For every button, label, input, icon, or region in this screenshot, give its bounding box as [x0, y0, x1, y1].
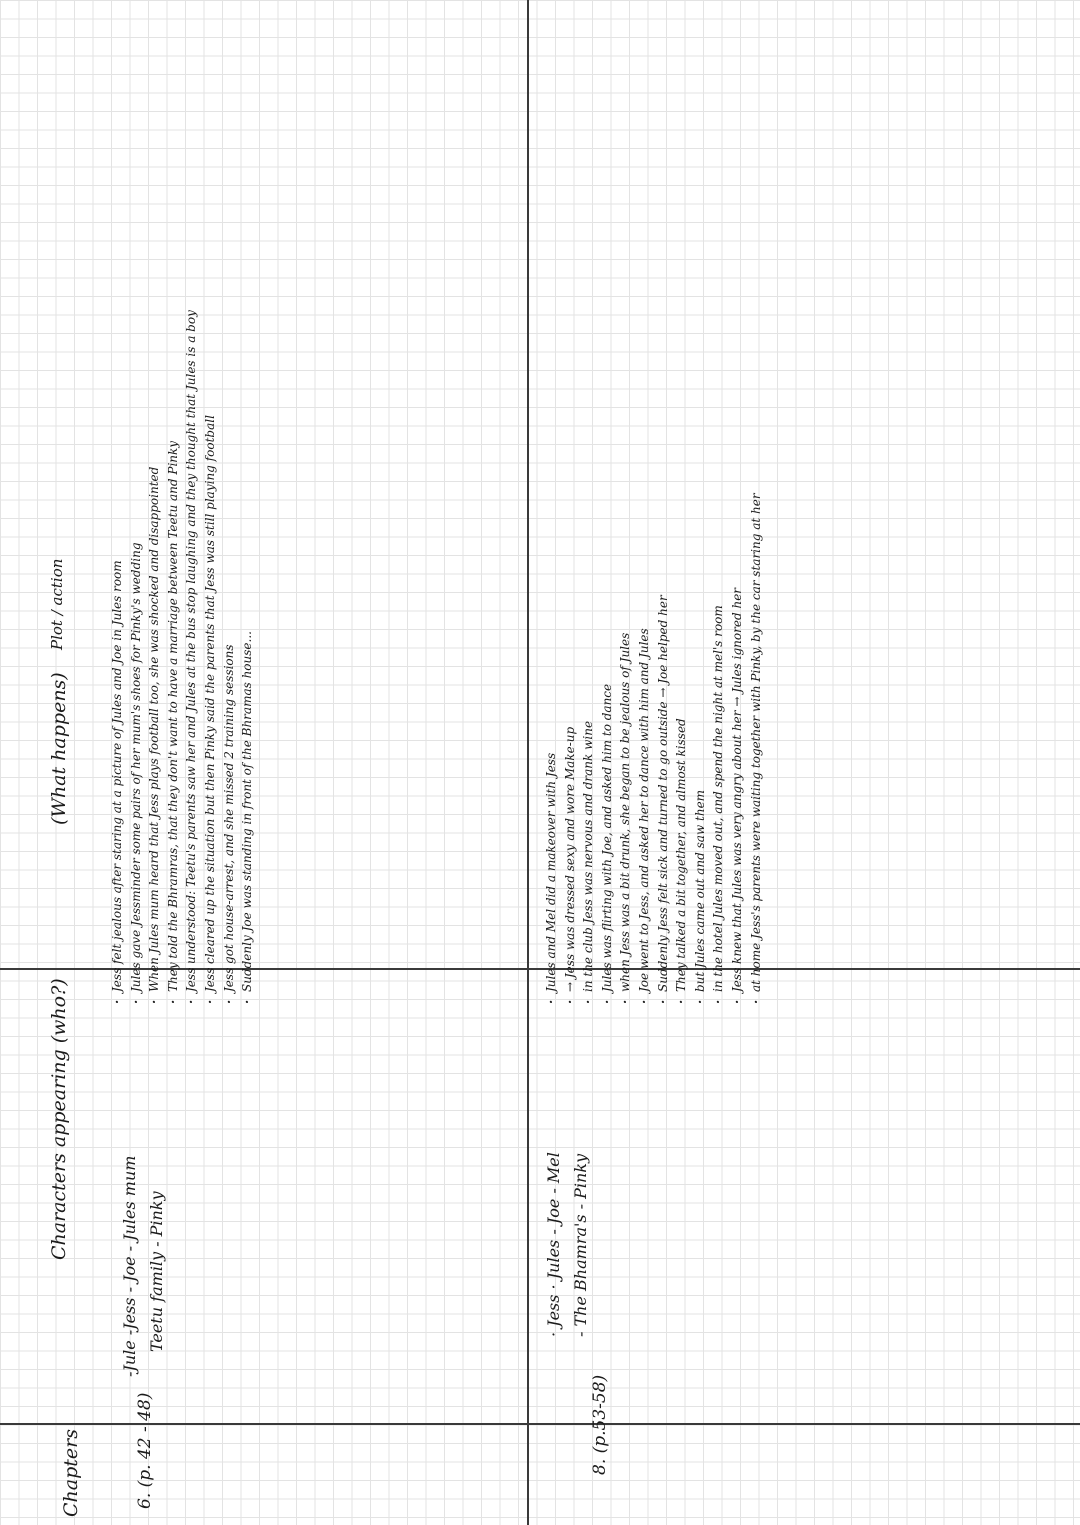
plot-item: · Jess got house-arrest, and she missed 2 training sessions: [220, 5, 239, 1005]
plot-item: · Jules was flirting with Joe, and asked him to dance: [598, 5, 617, 1005]
chapter-label: 8. (p.53-58): [590, 1374, 610, 1475]
plot-item: · in the club Jess was nervous and drank wine: [579, 5, 598, 1005]
characters-list: [116, 1156, 170, 1377]
plot-item: · They told the Bhramras, that they don't want to have a marriage between Teetu and Pinky: [164, 5, 183, 1005]
header-plot-suffix: Plot / action: [48, 558, 66, 650]
characters-list: [540, 1152, 594, 1337]
character-line: Teetu family - Pinky: [147, 1191, 166, 1352]
plot-list: [542, 5, 765, 1005]
character-line: - The Bhamra's - Pinky: [571, 1153, 590, 1337]
plot-item: · Jess knew that Jules was very angry about her → Jules ignored her: [728, 5, 747, 1005]
plot-item: · When Jules mum heard that Jess plays football too, she was shocked and disappointed: [145, 5, 164, 1005]
plot-item: · when Jess was a bit drunk, she began to be jealous of Jules: [616, 5, 635, 1005]
plot-item: · Jules and Mel did a makeover with Jess: [542, 5, 561, 1005]
plot-item: · Jules gave Jessminder some pairs of her mum's shoes for Pinky's wedding: [127, 5, 146, 1005]
plot-item: · Suddenly Jess felt sick and turned to go outside → Joe helped her: [654, 5, 673, 1005]
plot-item: · → Jess was dressed sexy and wore Make-up: [561, 5, 580, 1005]
plot-item: · Jess felt jealous after staring at a picture of Jules and Joe in Jules room: [108, 5, 127, 1005]
plot-item: · in the hotel Jules moved out, and spend the night at mel's room: [709, 5, 728, 1005]
column-divider-plot: [527, 0, 529, 1525]
plot-item: · They talked a bit together, and almost kissed: [672, 5, 691, 1005]
header-characters: Characters appearing (who?): [48, 978, 70, 1260]
character-line: -Jule -Jess - Joe - Jules mum: [120, 1155, 139, 1377]
plot-item: · Jess cleared up the situation but then Pinky said the parents that Jess was still playing football: [201, 5, 220, 1005]
column-divider-chapters: [0, 1423, 1080, 1425]
plot-item: · Suddenly Joe was standing in front of the Bhramas house...: [238, 5, 257, 1005]
header-plot-prefix: (What happens): [48, 672, 70, 825]
chapter-label: 6. (p. 42 - 48): [135, 1392, 155, 1509]
character-line: · Jess · Jules - Joe - Mel: [544, 1152, 563, 1337]
plot-item: · Jess understood: Teetu's parents saw her and Jules at the bus stop laughing and they thought that Jules is a boy: [182, 5, 201, 1005]
plot-list: [108, 5, 257, 1005]
plot-item: · at home Jess's parents were waiting together with Pinky, by the car staring at her: [747, 5, 766, 1005]
plot-item: · Joe went to Jess, and asked her to dance with him and Jules: [635, 5, 654, 1005]
header-chapters: Chapters: [60, 1429, 82, 1517]
plot-item: · but Jules came out and saw them: [691, 5, 710, 1005]
